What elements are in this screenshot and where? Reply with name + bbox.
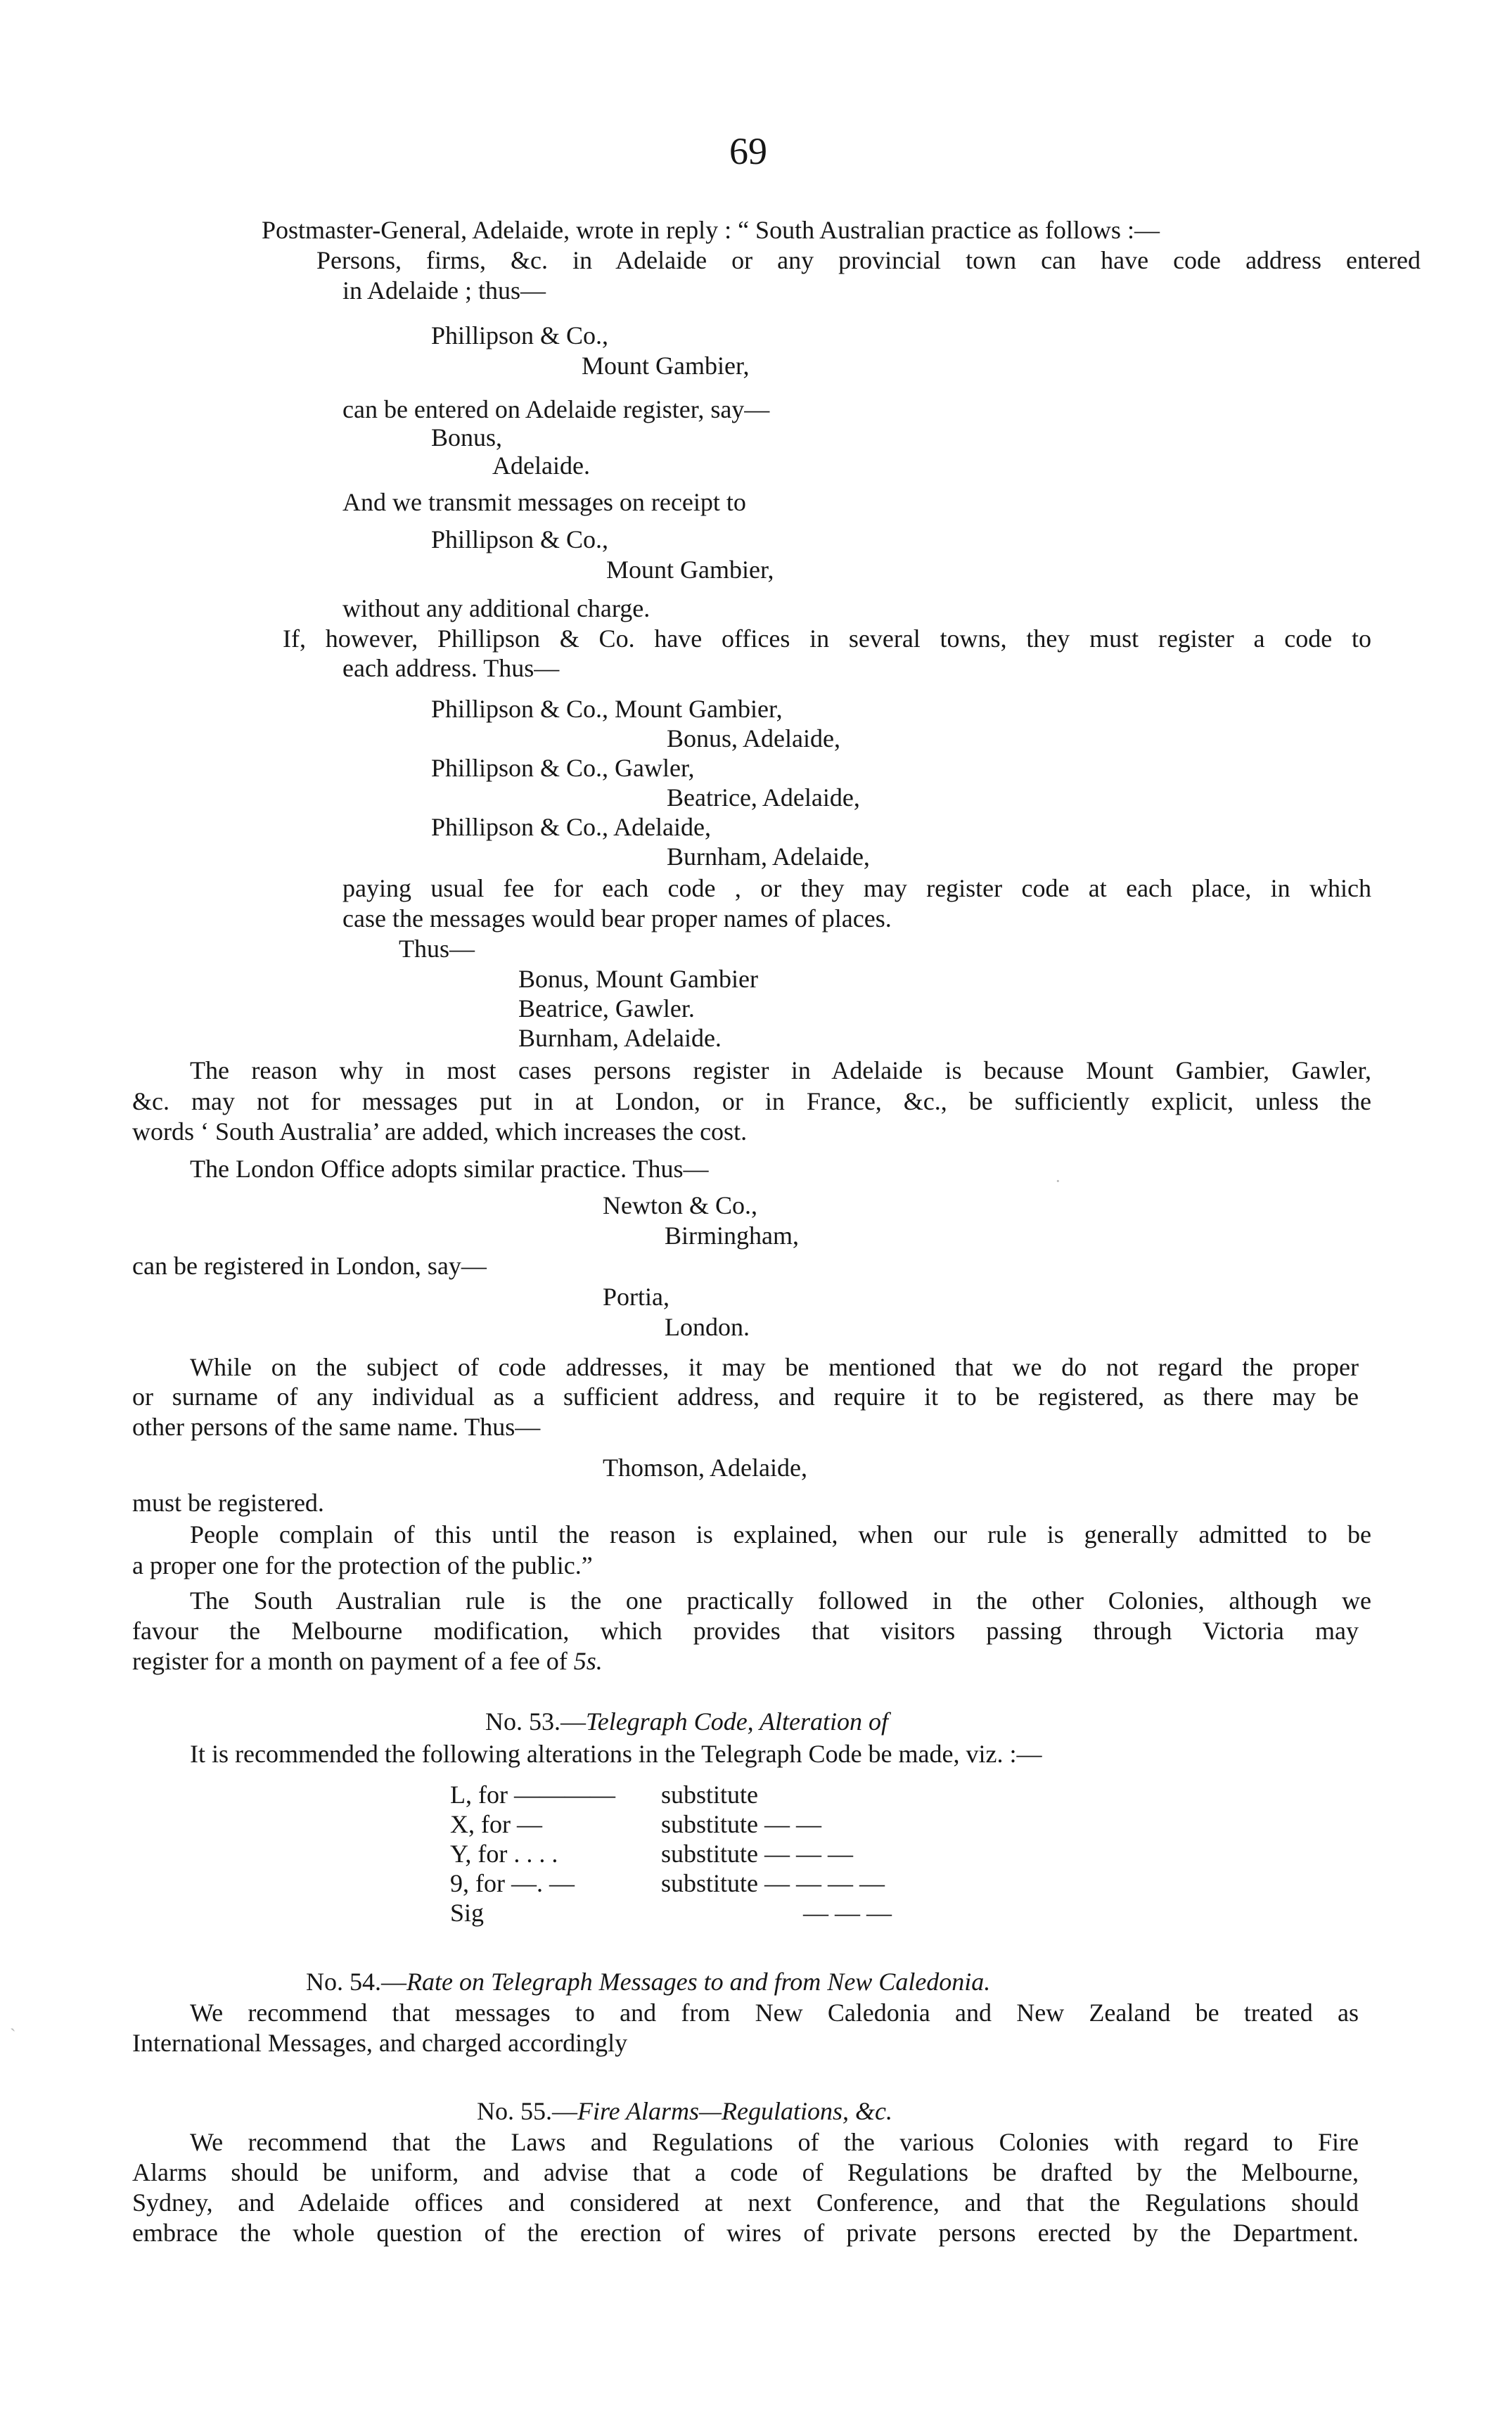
multi-code-1: Bonus, Adelaide,	[667, 724, 840, 752]
example6: Thomson, Adelaide,	[603, 1454, 807, 1482]
london-say-line: can be registered in London, say—	[132, 1252, 487, 1280]
reason-line1: The reason why in most cases persons register in Adelaide is because Mount Gambier, Gawler,	[190, 1056, 1371, 1084]
code-example-3: Burnham, Adelaide.	[518, 1024, 722, 1052]
page-number: 69	[729, 130, 767, 172]
south-fee: 5s.	[573, 1647, 603, 1675]
south-line3-text: register for a month on payment of a fee of	[132, 1647, 574, 1675]
page-speck: ·	[1055, 1171, 1061, 1191]
section-55-line1: We recommend that the Laws and Regulations of the various Colonies with regard to Fire	[190, 2128, 1359, 2156]
example2-code: Bonus,	[431, 423, 503, 451]
code-row-1-right: substitute	[661, 1781, 759, 1809]
register-say-line: can be entered on Adelaide register, say—	[342, 395, 770, 423]
example3-name: Phillipson & Co.,	[431, 525, 609, 553]
section-53-title: Telegraph Code, Alteration of	[586, 1707, 889, 1736]
south-line3	[132, 1646, 603, 1676]
paying-line2: case the messages would bear proper names of places.	[342, 904, 892, 932]
reason-line2: &c. may not for messages put in at London, or in France, &c., be sufficiently explicit, unless the	[132, 1087, 1371, 1115]
example5-place: London.	[665, 1313, 750, 1341]
intro-line: Postmaster-General, Adelaide, wrote in reply : “ South Australian practice as follows :—	[262, 216, 1160, 244]
section-55-heading	[477, 2096, 892, 2127]
multi-code-2: Beatrice, Adelaide,	[667, 783, 860, 812]
section-55-number: No. 55.—	[477, 2097, 577, 2125]
reason-line3: words ‘ South Australia’ are added, which increases the cost.	[132, 1117, 748, 1146]
south-line2: favour the Melbourne modification, which provides that visitors passing through Victoria may	[132, 1617, 1359, 1645]
section-54-number: No. 54.—	[306, 1968, 406, 1996]
section-53-number: No. 53.—	[485, 1707, 586, 1736]
code-example-1: Bonus, Mount Gambier	[518, 965, 758, 993]
code-row-2-left: X, for —	[450, 1810, 542, 1838]
section-54-title: Rate on Telegraph Messages to and from New Caledonia.	[406, 1968, 991, 1996]
multi-name-3: Phillipson & Co., Adelaide,	[431, 813, 712, 841]
example1-place: Mount Gambier,	[582, 352, 750, 380]
example4-name: Newton & Co.,	[603, 1191, 757, 1219]
example4-place: Birmingham,	[665, 1222, 799, 1250]
code-row-5-right: — — —	[803, 1899, 892, 1927]
while-line1: While on the subject of code addresses, it may be mentioned that we do not regard the proper	[190, 1353, 1359, 1381]
no-charge-line: without any additional charge.	[342, 594, 651, 622]
must-line: must be registered.	[132, 1489, 324, 1517]
example3-place: Mount Gambier,	[606, 556, 774, 584]
code-row-4-left: 9, for —. —	[450, 1869, 575, 1897]
code-row-1-left: L, for ————	[450, 1781, 615, 1809]
margin-mark: `	[10, 2025, 16, 2046]
code-row-3-right: substitute — — —	[661, 1840, 854, 1868]
code-row-3-left: Y, for . . . .	[450, 1840, 558, 1868]
section-53-intro: It is recommended the following alterations in the Telegraph Code be made, viz. :—	[190, 1740, 1042, 1768]
transmit-line: And we transmit messages on receipt to	[342, 488, 746, 516]
section-55-line4: embrace the whole question of the erection of wires of private persons erected by the Department.	[132, 2219, 1359, 2247]
section-53-heading	[485, 1706, 888, 1737]
while-line3: other persons of the same name. Thus—	[132, 1413, 541, 1441]
code-row-5-left: Sig	[450, 1899, 485, 1927]
while-line2: or surname of any individual as a sufficient address, and require it to be registered, as there may be	[132, 1383, 1359, 1411]
section-55-line3: Sydney, and Adelaide offices and considered at next Conference, and that the Regulations should	[132, 2188, 1359, 2217]
section-54-line2: International Messages, and charged accordingly	[132, 2029, 628, 2057]
south-line1: The South Australian rule is the one practically followed in the other Colonies, although we	[190, 1586, 1371, 1615]
multi-code-3: Burnham, Adelaide,	[667, 842, 870, 871]
code-row-4-right: substitute — — — —	[661, 1869, 885, 1897]
people-line1: People complain of this until the reason is explained, when our rule is generally admitted to be	[190, 1520, 1371, 1549]
section-54-heading	[306, 1966, 990, 1997]
example1-name: Phillipson & Co.,	[431, 321, 609, 350]
para1-line1: Persons, firms, &c. in Adelaide or any provincial town can have code address entered	[316, 246, 1421, 274]
thus-line: Thus—	[399, 935, 475, 963]
example2-place: Adelaide.	[492, 451, 590, 480]
section-55-line2: Alarms should be uniform, and advise that a code of Regulations be drafted by the Melbourne,	[132, 2158, 1359, 2186]
paying-line1: paying usual fee for each code , or they may register code at each place, in which	[342, 874, 1371, 902]
para2-line1: If, however, Phillipson & Co. have offices in several towns, they must register a code to	[283, 624, 1371, 653]
section-55-title: Fire Alarms—Regulations, &c.	[577, 2097, 892, 2125]
london-line: The London Office adopts similar practice. Thus—	[190, 1155, 709, 1183]
multi-name-2: Phillipson & Co., Gawler,	[431, 754, 695, 782]
section-54-line1: We recommend that messages to and from New Caledonia and New Zealand be treated as	[190, 1999, 1359, 2027]
example5-code: Portia,	[603, 1283, 669, 1311]
code-row-2-right: substitute — —	[661, 1810, 822, 1838]
para1-line2: in Adelaide ; thus—	[342, 276, 546, 304]
multi-name-1: Phillipson & Co., Mount Gambier,	[431, 695, 783, 723]
para2-line2: each address. Thus—	[342, 654, 560, 682]
people-line2: a proper one for the protection of the public.”	[132, 1551, 593, 1579]
code-example-2: Beatrice, Gawler.	[518, 994, 695, 1022]
